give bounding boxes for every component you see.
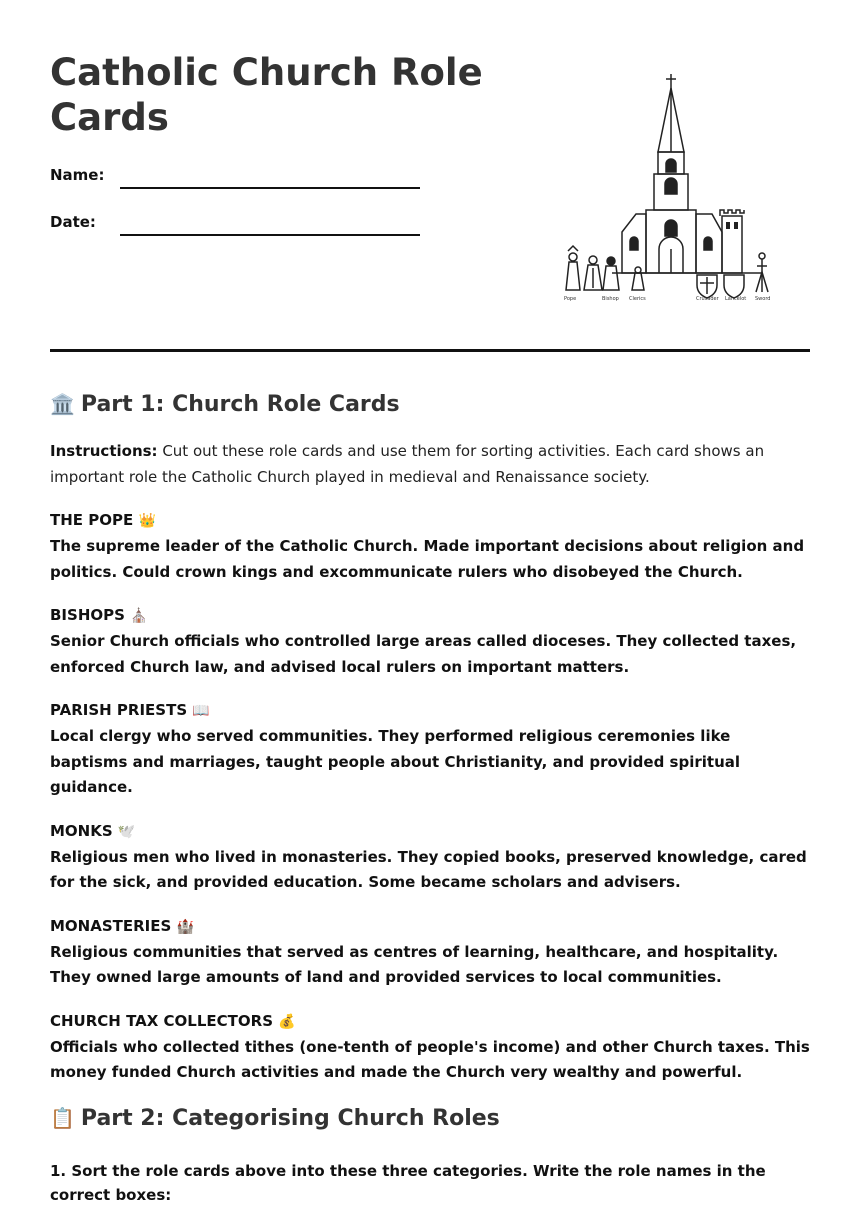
small-cleric-figure	[632, 267, 644, 290]
pope-figure	[566, 246, 580, 290]
instructions-text: Cut out these role cards and use them for sorting activities. Each card shows an important role the Catholic Church played in medieval and Renaissance society.	[50, 442, 765, 486]
classical-building-icon: 🏛️	[50, 392, 75, 416]
role-card-name: MONKS	[50, 821, 113, 840]
cleric-figure	[603, 257, 619, 290]
lancelot-shield-icon	[724, 275, 744, 298]
date-field-line[interactable]	[120, 234, 420, 236]
role-card-title	[50, 602, 810, 629]
role-card-title	[50, 697, 810, 724]
role-card-name: BISHOPS	[50, 606, 125, 624]
role-card-description: Officials who collected tithes (one-tenth of people's income) and other Church taxes. This money funded Church activities and made the Church very wealthy and powerful.	[50, 1037, 810, 1081]
part1-instructions	[50, 438, 810, 490]
caption-clerics: Clerics	[629, 296, 646, 302]
name-label: Name:	[50, 166, 105, 184]
role-card-description: Senior Church officials who controlled large areas called dioceses. They collected taxes, enforced Church law, and advised local rulers on important matters.	[50, 632, 797, 676]
role-card-title	[50, 507, 810, 534]
role-card-title	[50, 1008, 810, 1035]
role-card-monasteries	[50, 913, 810, 991]
caption-crusader: Crusader	[696, 296, 719, 302]
role-card-monks	[50, 818, 810, 896]
part1-heading-text: Part 1: Church Role Cards	[80, 392, 400, 417]
role-card-parish-priests	[50, 697, 810, 801]
caption-sword: Sword	[755, 296, 771, 302]
side-tower-shape	[722, 216, 742, 273]
crusader-shield-icon	[697, 275, 717, 298]
name-field-line[interactable]	[120, 187, 420, 189]
role-card-description: Local clergy who served communities. They performed religious ceremonies like baptisms and marriages, taught people about Christianity, and provided spiritual guidance.	[50, 727, 741, 796]
clipboard-icon: 📋	[50, 1105, 75, 1130]
role-card-title	[50, 913, 810, 940]
part2-heading-text: Part 2: Categorising Church Roles	[80, 1105, 500, 1131]
church-icon: ⛪	[130, 608, 148, 624]
role-card-name: CHURCH TAX COLLECTORS	[50, 1011, 274, 1030]
caption-bishop: Bishop	[602, 296, 619, 302]
page-title: Catholic Church Role Cards	[50, 51, 483, 139]
money-bag-icon: 💰	[278, 1013, 296, 1030]
crown-icon: 👑	[138, 513, 156, 529]
bishop-figure	[584, 256, 602, 290]
date-label: Date:	[50, 213, 96, 231]
role-card-title	[50, 818, 810, 845]
role-card-tax-collectors	[50, 1008, 810, 1086]
caption-pope: Pope	[564, 296, 577, 302]
role-card-name: MONASTERIES	[50, 916, 172, 935]
role-card-description: Religious communities that served as centres of learning, healthcare, and hospitality. They owned large amounts of land and provided services to local communities.	[50, 942, 779, 986]
open-book-icon: 📖	[192, 703, 210, 719]
instructions-label: Instructions:	[50, 442, 158, 460]
part2-heading	[50, 1098, 810, 1139]
part2-question-1: 1. Sort the role cards above into these three categories. Write the role names in the correct boxes:	[50, 1161, 766, 1204]
role-card-name: PARISH PRIESTS	[50, 701, 188, 719]
cross-icon	[666, 74, 676, 88]
worksheet-content	[50, 384, 810, 1207]
role-card-pope	[50, 507, 810, 585]
header-divider	[50, 349, 810, 352]
church-illustration	[562, 70, 776, 302]
role-card-description: Religious men who lived in monasteries. They copied books, preserved knowledge, cared for the sick, and provided education. Some became scholars and advisers.	[50, 847, 807, 891]
worksheet-header	[50, 50, 810, 300]
dove-icon: 🕊️	[117, 823, 136, 840]
caption-lancelot: Lancelot	[725, 296, 747, 302]
castle-icon: 🏰	[176, 918, 194, 935]
role-card-description: The supreme leader of the Catholic Church. Made important decisions about religion and politics. Could crown kings and excommunicate rulers who disobeyed the Church.	[50, 537, 805, 581]
role-card-name: THE POPE	[50, 511, 134, 529]
role-card-bishops	[50, 602, 810, 680]
part1-heading	[50, 384, 810, 425]
